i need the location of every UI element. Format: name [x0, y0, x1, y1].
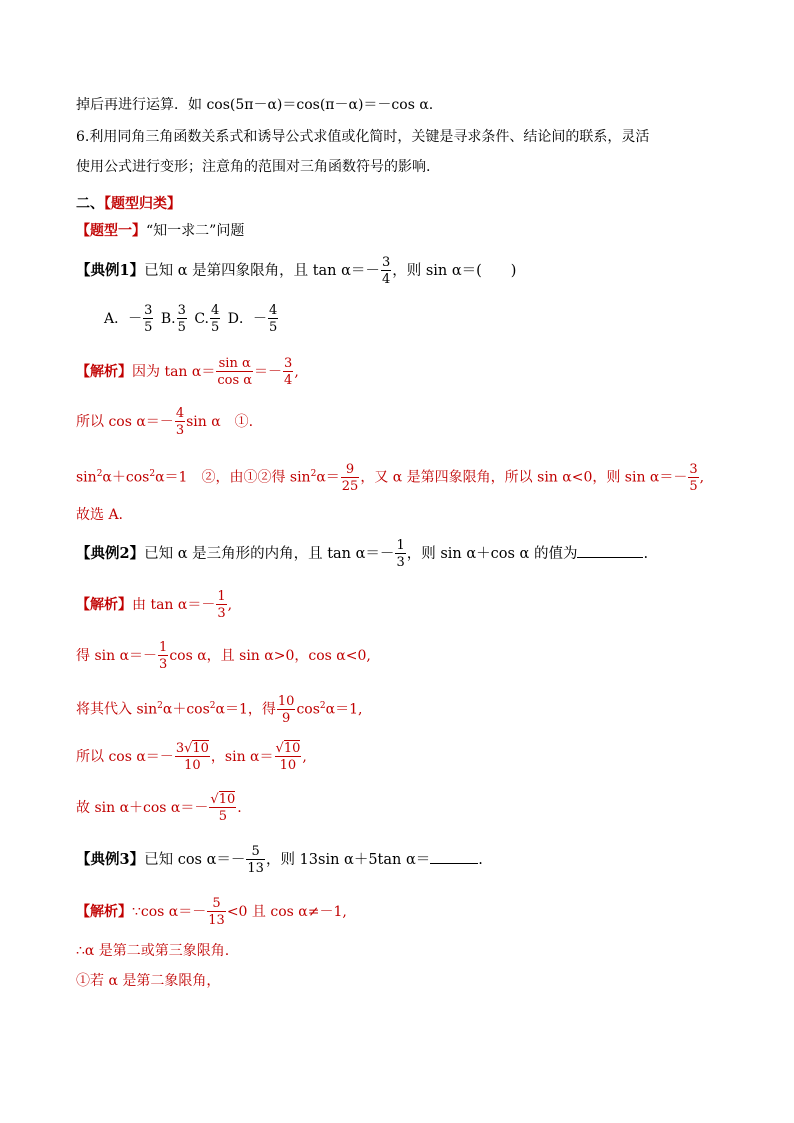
example-1-stem-tail: ，则 sin α＝( ) [392, 263, 517, 279]
type-heading [76, 221, 244, 241]
type-tag: 【题型一】 [76, 223, 146, 239]
intro-line-2: 6.利用同角三角函数关系式和诱导公式求值或化简时，关键是寻求条件、结论间的联系，灵活 [76, 129, 650, 145]
example-1-solution-line-3: $\sin^2\alpha+\cos^2\alpha=1$ ②，由①②得 $\sin^2\alpha=$ $\frac{9}{25}$ ，又 α 是第四象限角，所以 sin α<0，则 sin α＝－ $\frac{3}{5}$ , [76, 461, 705, 494]
example-2-solution-line-5: 故 sin α＋cos α＝－ $\frac{√10}{5}$ . [76, 792, 242, 824]
section-prefix: 二、 [76, 196, 104, 212]
example-1-solution-line-1: 【解析】因为 tan α＝ $\frac{\text{sin α}}{\text{cos α}}$ ＝－ $\frac{3}{4}$ , [76, 356, 299, 388]
example-2-label: 【典例2】 [76, 545, 145, 562]
option-a: A．－ $\frac{3}{5}$ [104, 303, 153, 335]
example-3-solution-line-3: ①若 α 是第二象限角， [76, 973, 221, 989]
section-title: 【题型归类】 [104, 196, 181, 212]
example-1-stem [76, 253, 516, 289]
solution-label: 【解析】 [76, 364, 132, 380]
example-2-solution-line-2: 得 sin α＝－ $\frac{1}{3}$ cos α，且 sin α>0，cos α<0, [76, 640, 371, 672]
example-2-stem: 【典例2】已知 α 是三角形的内角，且 tan α＝－ $\frac{1}{3}$ ，则 sin α＋cos α 的值为 . [76, 538, 649, 570]
section-heading [76, 194, 181, 214]
example-2-solution-line-1: 【解析】由 tan α＝－ $\frac{1}{3}$ , [76, 589, 233, 621]
type-title: “知一求二”问题 [146, 223, 245, 239]
option-c: C. $\frac{4}{5}$ [194, 303, 220, 335]
intro-line-1: 掉后再进行运算．如 cos(5π－α)＝cos(π－α)＝－cos α. [76, 97, 434, 113]
example-3-stem: 【典例3】已知 cos α＝－ $\frac{5}{13}$ ，则 13sin α＋5tan α＝ . [76, 844, 483, 876]
example-1-solution-line-4: 故选 A. [76, 507, 124, 523]
example-3-solution-line-2: ∴α 是第二或第三象限角. [76, 943, 230, 959]
example-1-options [104, 301, 279, 337]
intro-line-3: 使用公式进行变形；注意角的范围对三角函数符号的影响. [76, 159, 431, 175]
example-3-solution-line-1: 【解析】∵cos α＝－ $\frac{5}{13}$ <0 且 cos α≠－1, [76, 896, 347, 928]
example-1-fraction: $\frac{3}{4}$ [381, 255, 391, 287]
solution-label: 【解析】 [76, 904, 132, 920]
option-d: D．－ $\frac{4}{5}$ [227, 303, 278, 335]
answer-blank[interactable] [577, 543, 643, 558]
option-b: B. $\frac{3}{5}$ [160, 303, 186, 335]
example-3-label: 【典例3】 [76, 851, 145, 868]
solution-label: 【解析】 [76, 597, 132, 613]
example-2-solution-line-4: 所以 cos α＝－ $\frac{3√10}{10}$ ，sin α＝ $\frac{√10}{10}$ , [76, 741, 307, 773]
example-1-stem-text: 已知 α 是第四象限角，且 tan α＝－ [144, 263, 380, 279]
example-1-solution-line-2: 所以 cos α＝－ $\frac{4}{3}$ sin α ①. [76, 406, 254, 438]
example-2-solution-line-3: 将其代入 $\sin^2\alpha+\cos^2\alpha=1$，得 $\frac{10}{9}$ $\cos^2\alpha=1$, [76, 693, 363, 726]
answer-blank[interactable] [430, 849, 478, 864]
example-1-label: 【典例1】 [76, 262, 145, 279]
